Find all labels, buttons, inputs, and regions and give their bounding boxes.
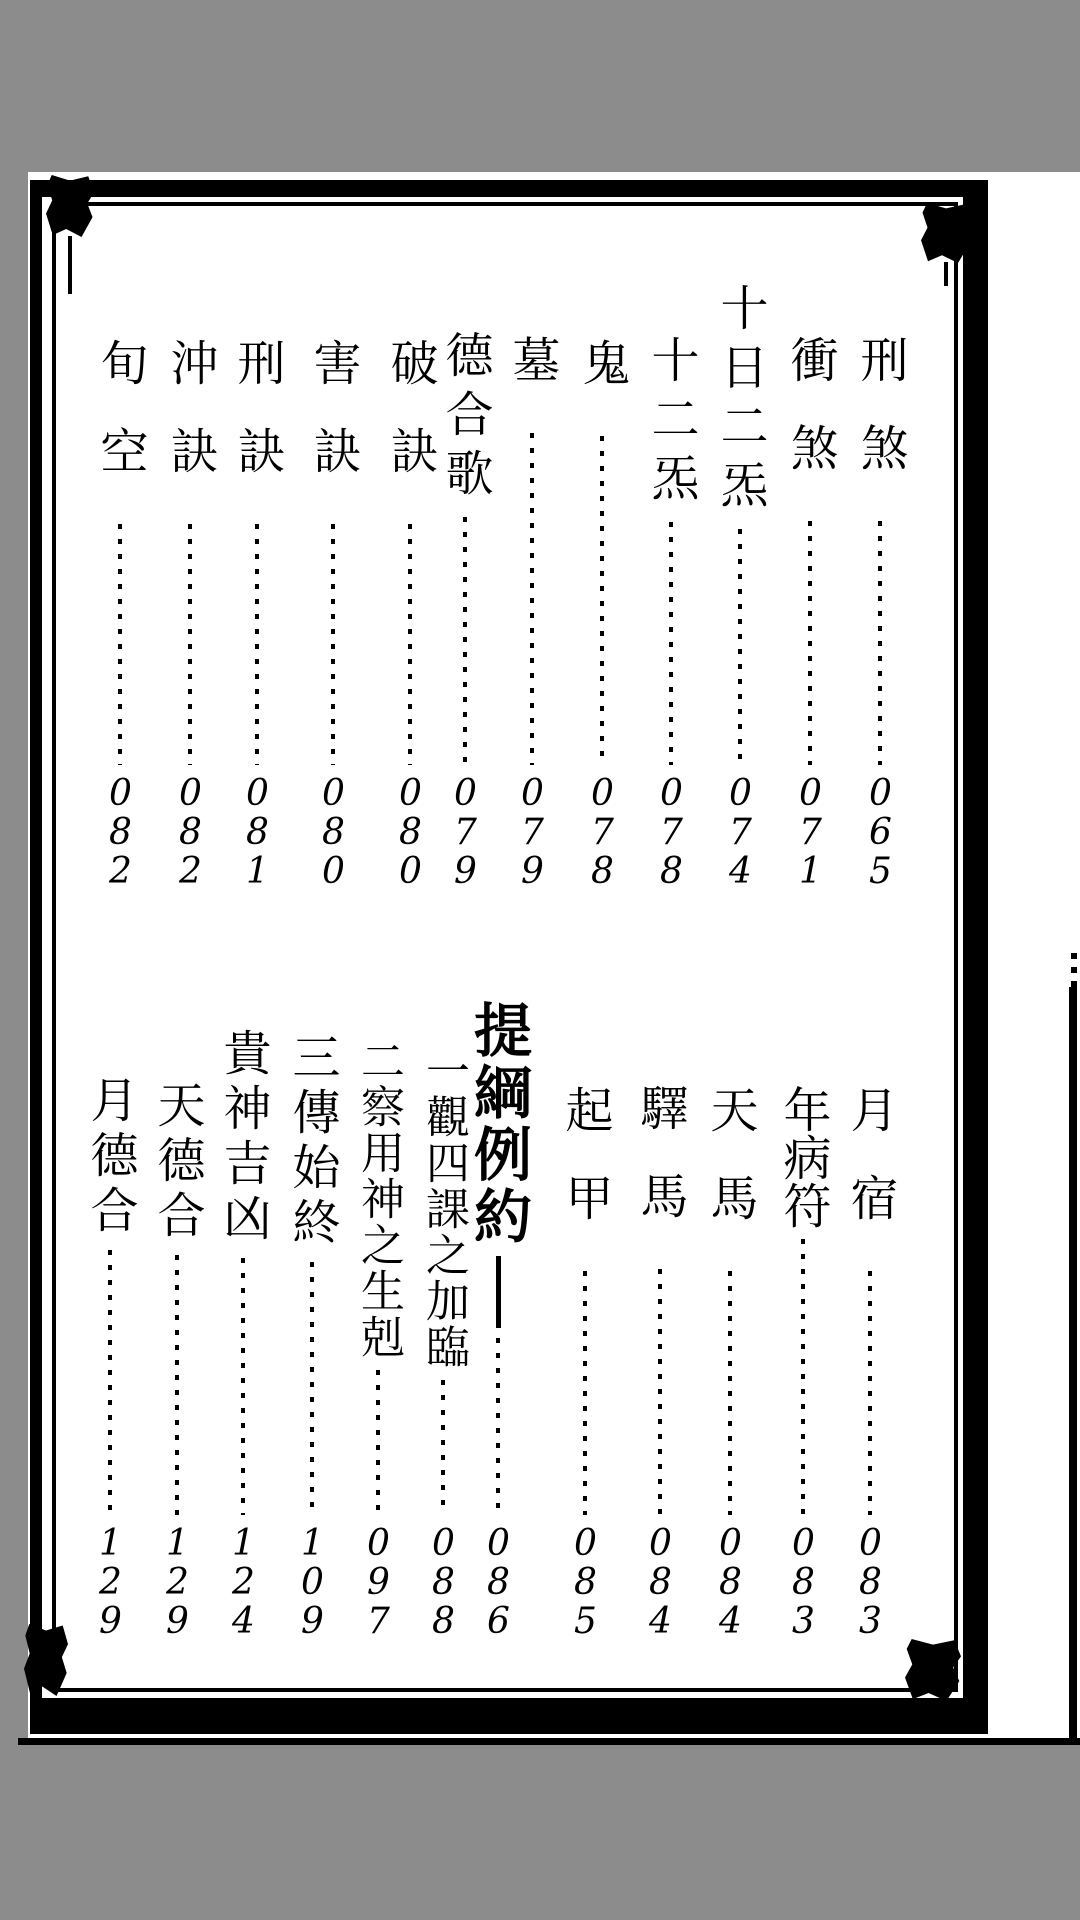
entry-title: 年病符 <box>775 1085 831 1229</box>
entry-title: 墓 <box>504 335 560 423</box>
page-number: 071 <box>790 773 831 890</box>
next-page-edge-dashes <box>1071 953 1077 987</box>
dotted-leader <box>738 529 742 765</box>
entry-title: 一觀四課之加臨 <box>418 1048 469 1370</box>
entry-title: 德合歌 <box>437 330 493 507</box>
toc-entry <box>282 1032 342 1640</box>
page-number: 109 <box>292 1523 333 1640</box>
toc-entry <box>380 338 440 890</box>
entry-title: 害訣 <box>305 338 361 514</box>
toc-entry <box>641 335 701 890</box>
toc-entry <box>572 338 632 890</box>
page-number: 074 <box>720 773 761 890</box>
dotted-leader <box>658 1269 662 1515</box>
frame-outer-top <box>30 180 988 197</box>
page-number: 129 <box>157 1523 198 1640</box>
entry-title: 十日二炁 <box>712 283 768 519</box>
toc-entry <box>773 1085 833 1640</box>
ornament-stroke <box>944 262 948 286</box>
toc-entry <box>213 1028 273 1640</box>
entry-title: 鬼 <box>574 338 630 426</box>
page-number: 079 <box>512 773 553 890</box>
next-page-edge-line <box>1069 987 1077 1745</box>
toc-entry <box>80 1075 140 1640</box>
toc-entry <box>850 335 910 890</box>
toc-entry <box>435 330 495 890</box>
toc-entry <box>90 338 150 890</box>
frame-outer-bottom <box>30 1698 988 1734</box>
entry-title: 三傳始終 <box>284 1032 340 1252</box>
entry-title: 起甲 <box>557 1085 613 1261</box>
dotted-leader <box>188 524 192 765</box>
entry-title: 刑訣 <box>229 338 285 514</box>
dotted-leader <box>808 521 812 765</box>
page-number: 081 <box>237 773 278 890</box>
dotted-leader <box>530 433 534 765</box>
page-number: 124 <box>223 1523 264 1640</box>
page-number: 078 <box>582 773 623 890</box>
entry-title: 貴神吉凶 <box>215 1028 271 1248</box>
entry-title: 月德合 <box>82 1075 138 1240</box>
page-number: 078 <box>651 773 692 890</box>
toc-entry <box>303 338 363 890</box>
dotted-leader <box>441 1380 445 1515</box>
dotted-leader <box>496 1338 500 1515</box>
section-heading-title: 提綱例約 <box>464 1000 532 1248</box>
toc-entry <box>780 335 840 890</box>
toc-entry <box>502 335 562 890</box>
dotted-leader <box>463 517 467 765</box>
dotted-leader <box>801 1239 805 1515</box>
dotted-leader <box>868 1271 872 1515</box>
entry-title: 衝煞 <box>782 335 838 511</box>
toc-entry <box>555 1085 615 1640</box>
page-number: 097 <box>358 1523 399 1640</box>
toc-entry <box>227 338 287 890</box>
toc-entry <box>160 338 220 890</box>
page-number: 086 <box>478 1523 519 1640</box>
page-number: 080 <box>390 773 431 890</box>
dotted-leader <box>118 524 122 765</box>
toc-entry <box>348 1038 408 1640</box>
dotted-leader <box>408 524 412 765</box>
ornament-stroke <box>68 236 72 294</box>
toc-entry <box>630 1083 690 1640</box>
dotted-leader <box>583 1271 587 1515</box>
entry-title: 破訣 <box>382 338 438 514</box>
dotted-leader <box>669 522 673 765</box>
dotted-leader <box>255 524 259 765</box>
toc-entry <box>840 1085 900 1640</box>
page-number: 083 <box>783 1523 824 1640</box>
entry-title: 天馬 <box>702 1085 758 1261</box>
toc-entry <box>710 283 770 890</box>
entry-title: 二察用神之生剋 <box>353 1038 404 1360</box>
toc-entry <box>413 1048 473 1640</box>
dotted-leader <box>376 1370 380 1515</box>
entry-title: 十二炁 <box>643 335 699 512</box>
entry-title: 驛馬 <box>632 1083 688 1259</box>
toc-section-heading <box>464 1000 532 1640</box>
page-number: 082 <box>170 773 211 890</box>
entry-title: 刑煞 <box>852 335 908 511</box>
entry-title: 沖訣 <box>162 338 218 514</box>
frame-outer-left <box>30 180 42 1734</box>
frame-base-line <box>18 1738 1080 1745</box>
dotted-leader <box>600 436 604 765</box>
page-number: 065 <box>860 773 901 890</box>
page-number: 129 <box>90 1523 131 1640</box>
dotted-leader <box>241 1258 245 1515</box>
toc-entry <box>700 1085 760 1640</box>
page-number: 083 <box>850 1523 891 1640</box>
dotted-leader <box>331 524 335 765</box>
heading-dash <box>496 1256 501 1328</box>
frame-outer-right <box>963 180 988 1734</box>
page-number: 080 <box>313 773 354 890</box>
entry-title: 旬空 <box>92 338 148 514</box>
dotted-leader <box>728 1271 732 1515</box>
dotted-leader <box>310 1262 314 1515</box>
entry-title: 月宿 <box>842 1085 898 1261</box>
toc-entry <box>147 1080 207 1640</box>
dotted-leader <box>108 1250 112 1515</box>
page-number: 085 <box>565 1523 606 1640</box>
dotted-leader <box>175 1255 179 1515</box>
entry-title: 天德合 <box>149 1080 205 1245</box>
page-number: 082 <box>100 773 141 890</box>
page-number: 084 <box>710 1523 751 1640</box>
page-number: 088 <box>423 1523 464 1640</box>
page-number: 084 <box>640 1523 681 1640</box>
dotted-leader <box>878 521 882 765</box>
page-number: 079 <box>445 773 486 890</box>
